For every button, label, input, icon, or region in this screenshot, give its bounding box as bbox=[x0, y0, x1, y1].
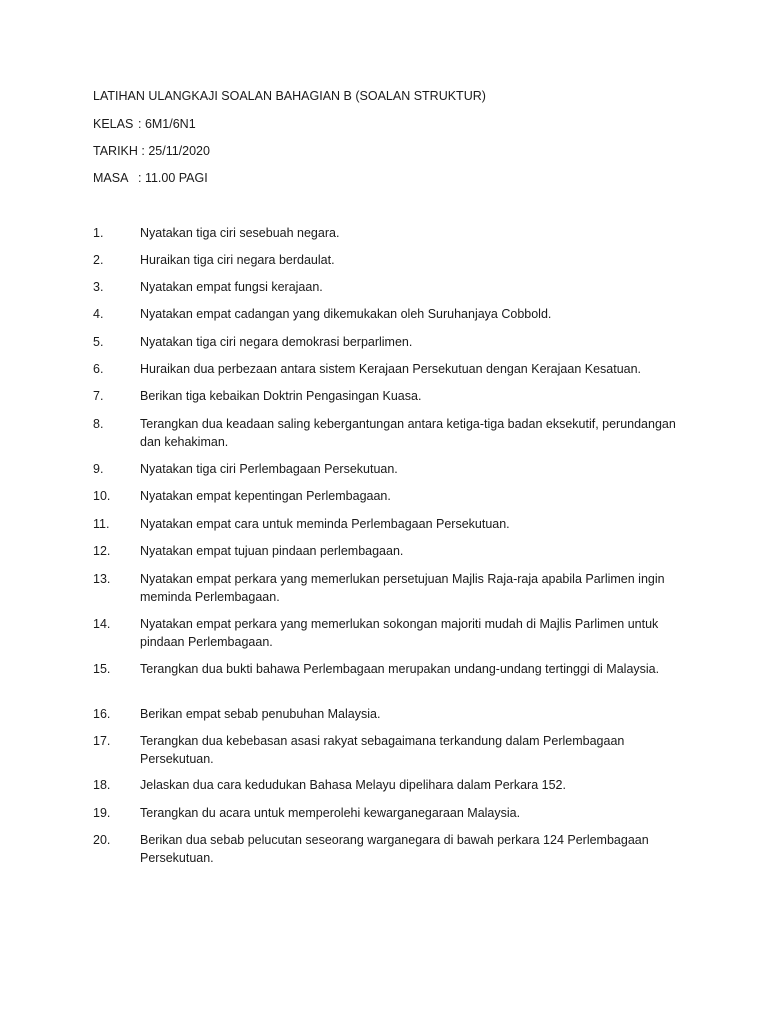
question-number: 15. bbox=[93, 662, 111, 676]
question-text: Terangkan dua kebebasan asasi rakyat sebagaimana terkandung dalam Perlembagaan Persekutuan. bbox=[140, 734, 625, 766]
question-number: 5. bbox=[93, 335, 104, 349]
question-text: Nyatakan empat tujuan pindaan perlembagaan. bbox=[140, 544, 404, 558]
question-number: 3. bbox=[93, 280, 104, 294]
question-number: 11. bbox=[93, 517, 110, 531]
question-text: Nyatakan empat fungsi kerajaan. bbox=[140, 280, 323, 294]
question-text: Berikan dua sebab pelucutan seseorang warganegara di bawah perkara 124 Perlembagaan Persekutuan. bbox=[140, 833, 649, 865]
kelas-value: : 6M1/6N1 bbox=[138, 117, 196, 131]
question-number: 1. bbox=[93, 226, 104, 240]
question-number: 14. bbox=[93, 617, 111, 631]
question-text: Jelaskan dua cara kedudukan Bahasa Melayu dipelihara dalam Perkara 152. bbox=[140, 778, 566, 792]
question-text: Berikan empat sebab penubuhan Malaysia. bbox=[140, 707, 381, 721]
question-text: Nyatakan empat cara untuk meminda Perlembagaan Persekutuan. bbox=[140, 517, 510, 531]
question-number: 20. bbox=[93, 833, 111, 847]
question-text: Nyatakan empat perkara yang memerlukan sokongan majoriti mudah di Majlis Parlimen untuk pindaan Perlembagaan. bbox=[140, 617, 659, 649]
question-number: 7. bbox=[93, 389, 104, 403]
kelas-line bbox=[93, 116, 196, 132]
question-text: Berikan tiga kebaikan Doktrin Pengasingan Kuasa. bbox=[140, 389, 422, 403]
question-text: Terangkan du acara untuk memperolehi kewarganegaraan Malaysia. bbox=[140, 806, 521, 820]
masa-value: : 11.00 PAGI bbox=[138, 171, 208, 185]
question-text: Nyatakan empat kepentingan Perlembagaan. bbox=[140, 489, 391, 503]
question-number: 2. bbox=[93, 253, 104, 267]
document-title: LATIHAN ULANGKAJI SOALAN BAHAGIAN B (SOALAN STRUKTUR) bbox=[93, 89, 486, 103]
question-number: 6. bbox=[93, 362, 104, 376]
question-number: 9. bbox=[93, 462, 104, 476]
question-text: Nyatakan empat perkara yang memerlukan persetujuan Majlis Raja-raja apabila Parlimen ingin meminda Perlembagaan. bbox=[140, 572, 665, 604]
question-number: 10. bbox=[93, 489, 111, 503]
question-text: Nyatakan tiga ciri sesebuah negara. bbox=[140, 226, 340, 240]
question-text: Huraikan tiga ciri negara berdaulat. bbox=[140, 253, 335, 267]
question-number: 4. bbox=[93, 307, 104, 321]
question-number: 19. bbox=[93, 806, 111, 820]
question-number: 16. bbox=[93, 707, 111, 721]
question-number: 12. bbox=[93, 544, 111, 558]
masa-label: MASA bbox=[93, 171, 129, 185]
question-text: Huraikan dua perbezaan antara sistem Kerajaan Persekutuan dengan Kerajaan Kesatuan. bbox=[140, 362, 642, 376]
question-text: Nyatakan tiga ciri negara demokrasi berparlimen. bbox=[140, 335, 413, 349]
question-number: 8. bbox=[93, 417, 104, 431]
tarikh-line: TARIKH : 25/11/2020 bbox=[93, 144, 210, 158]
question-number: 13. bbox=[93, 572, 111, 586]
question-text: Nyatakan empat cadangan yang dikemukakan oleh Suruhanjaya Cobbold. bbox=[140, 307, 552, 321]
question-number: 18. bbox=[93, 778, 111, 792]
masa-line bbox=[93, 170, 208, 186]
question-text: Nyatakan tiga ciri Perlembagaan Persekutuan. bbox=[140, 462, 398, 476]
kelas-label: KELAS bbox=[93, 117, 134, 131]
question-text: Terangkan dua keadaan saling kebergantungan antara ketiga-tiga badan eksekutif, perundangan dan kehakiman. bbox=[140, 417, 676, 449]
question-number: 17. bbox=[93, 734, 111, 748]
question-text: Terangkan dua bukti bahawa Perlembagaan merupakan undang-undang tertinggi di Malaysia. bbox=[140, 662, 660, 676]
